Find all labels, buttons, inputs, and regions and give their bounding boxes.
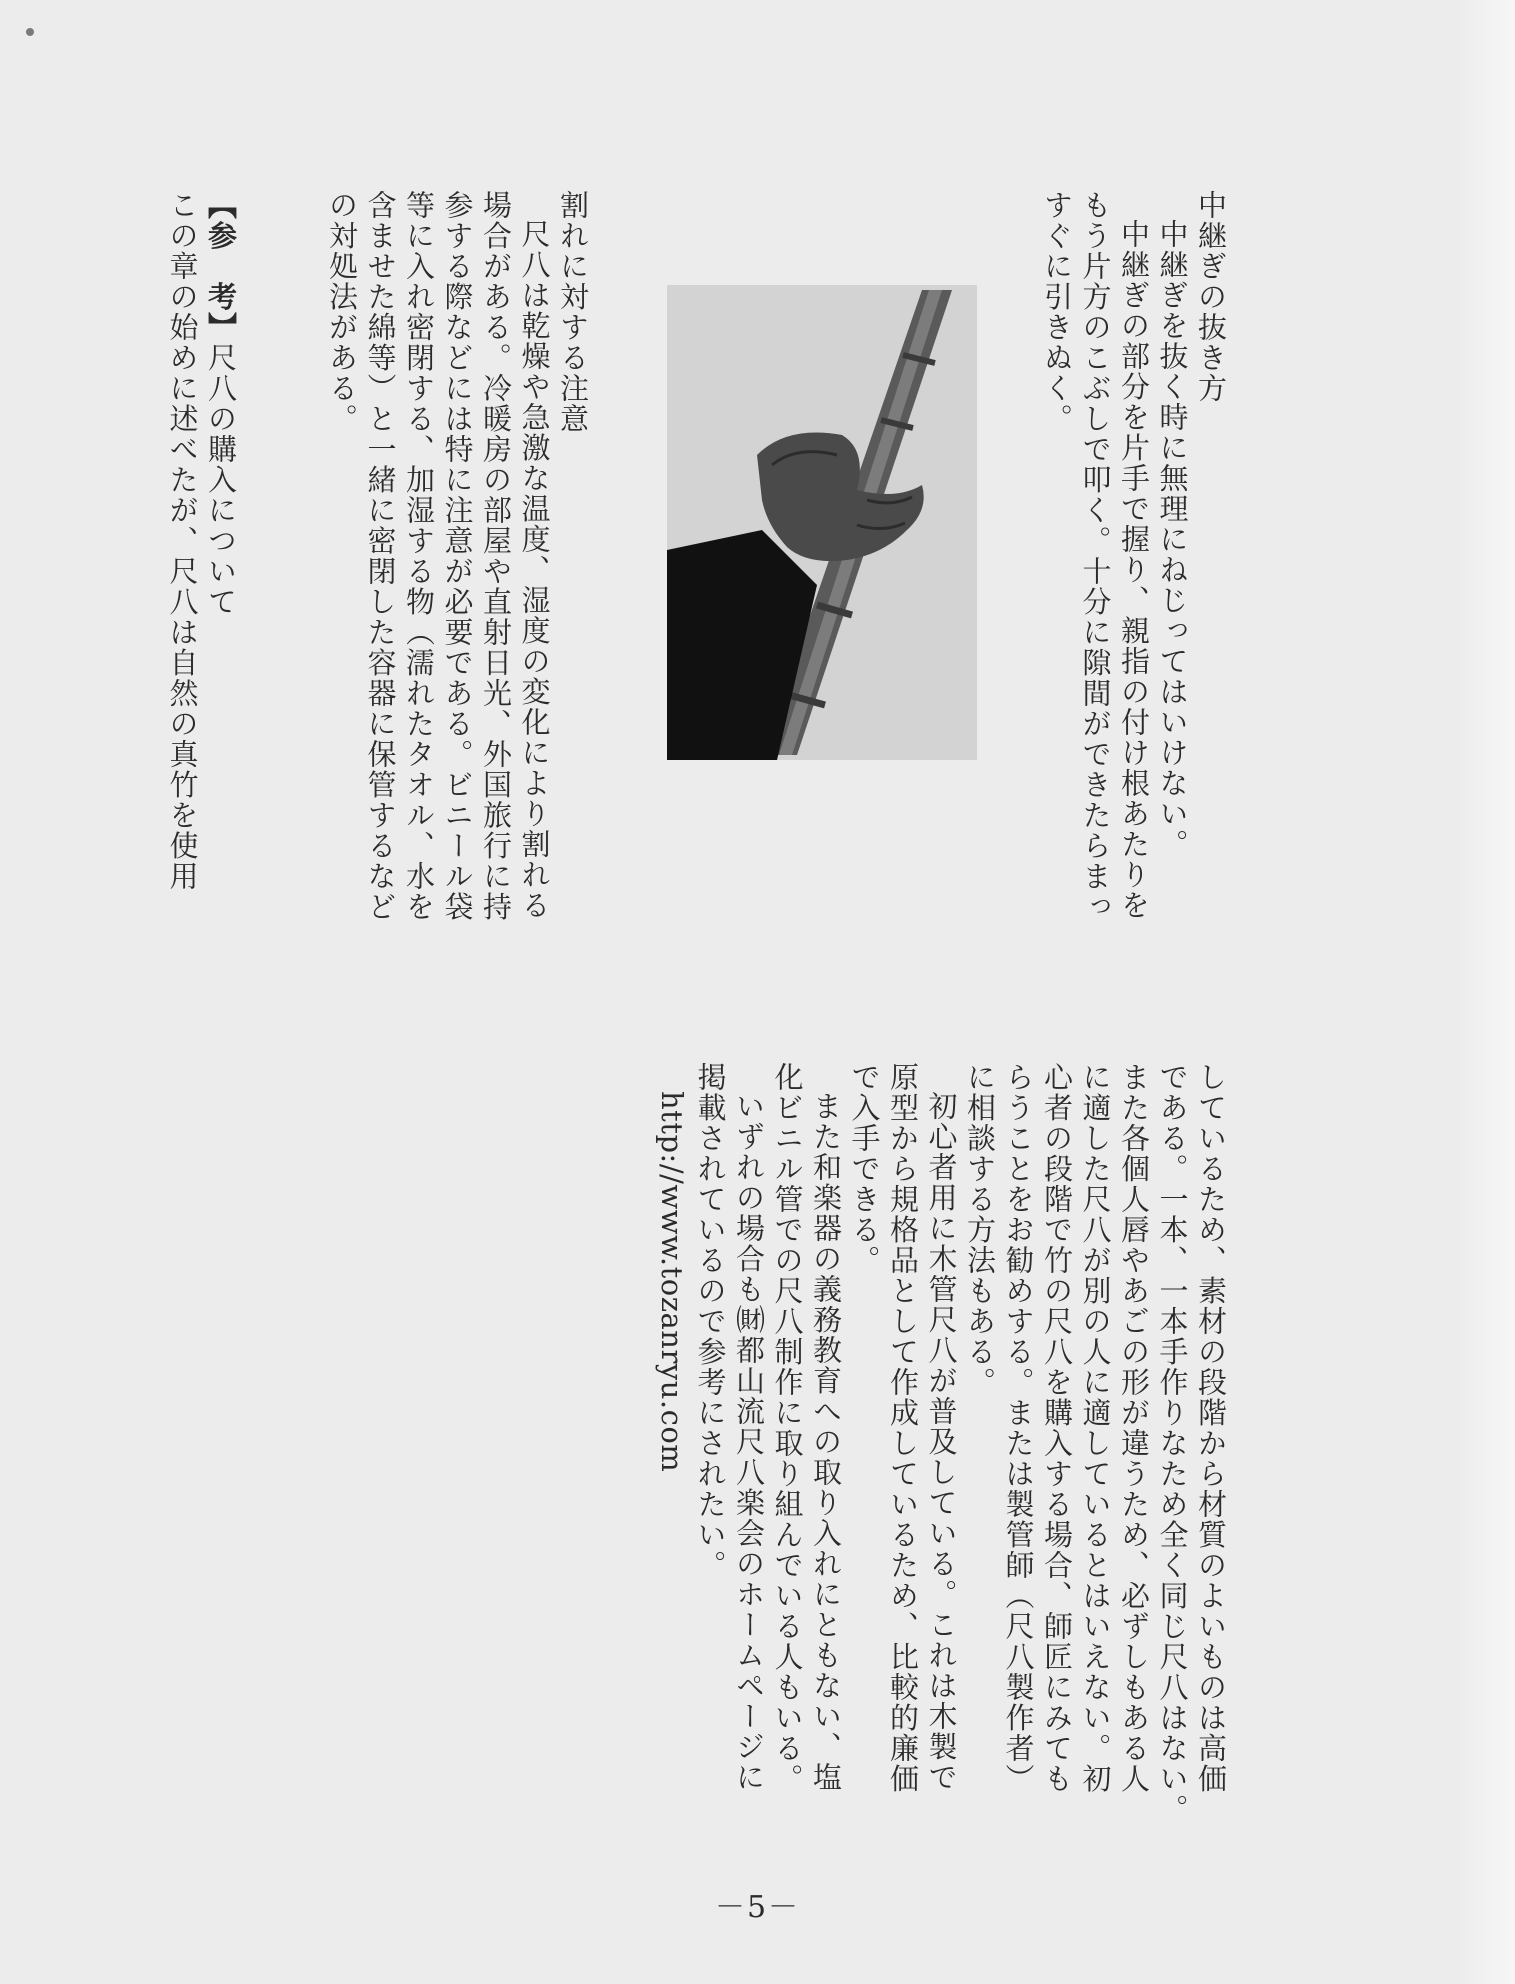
section-heading: 中継ぎの抜き方 bbox=[1194, 190, 1228, 404]
body-line: 含ませた綿等）と一緒に密閉した容器に保管するなど bbox=[363, 190, 398, 922]
body-line: 原型から規格品として作成しているため、比較的廉価 bbox=[886, 1062, 920, 1794]
body-line: 尺八は乾燥や急激な温度、湿度の変化により割れる bbox=[517, 219, 552, 921]
body-line: 掲載されているので参考にされたい。 bbox=[693, 1062, 728, 1581]
body-line: 初心者用に木管尺八が普及している。これは木製で bbox=[924, 1091, 959, 1793]
photo-illustration bbox=[667, 285, 977, 760]
body-line: で入手できる。 bbox=[847, 1062, 882, 1276]
section-continued bbox=[480, 1062, 1230, 1825]
punch-mark bbox=[26, 28, 34, 36]
body-line: この章の始めに述べたが、尺八は自然の真竹を使用 bbox=[165, 190, 200, 892]
body-line: 中継ぎの部分を片手で握り、親指の付け根あたりを bbox=[1117, 219, 1151, 921]
reference-title: 尺八の購入について bbox=[204, 342, 238, 617]
body-line: に適した尺八が別の人に適しているとはいえない。初 bbox=[1078, 1062, 1113, 1794]
section-ware bbox=[292, 190, 592, 970]
body-line: 中継ぎを抜く時に無理にねじってはいけない。 bbox=[1155, 219, 1190, 860]
body-line: 化ビニル管での尺八制作に取り組んでいる人もいる。 bbox=[770, 1062, 805, 1794]
body-line: すぐに引きぬく。 bbox=[1040, 190, 1074, 434]
body-line: 心者の段階で竹の尺八を購入する場合、師匠にみても bbox=[1040, 1062, 1074, 1794]
reference-heading-line bbox=[202, 190, 241, 970]
section-sanko bbox=[140, 190, 240, 970]
body-line: 等に入れ密閉する、加湿する物（濡れたタオル、水を bbox=[402, 190, 436, 922]
body-line: の対処法がある。 bbox=[325, 190, 359, 434]
body-line: に相談する方法もある。 bbox=[963, 1062, 997, 1398]
reference-label: 【参 考】 bbox=[204, 190, 238, 343]
section-heading: 割れに対する注意 bbox=[556, 190, 590, 434]
body-line: もう片方のこぶしで叩く。十分に隙間ができたらまっ bbox=[1078, 190, 1113, 922]
body-line: らうことをお勧めする。または製管師（尺八製作者） bbox=[1001, 1062, 1036, 1794]
page-edge-shading bbox=[1455, 0, 1515, 1984]
body-line: しているため、素材の段階から材質のよいものは高価 bbox=[1194, 1062, 1228, 1794]
hand-holding-shakuhachi-photo bbox=[667, 285, 977, 760]
body-line: 場合がある。冷暖房の部屋や直射日光、外国旅行に持 bbox=[479, 190, 513, 922]
body-line: である。一本、一本手作りなため全く同じ尺八はない。 bbox=[1155, 1062, 1190, 1825]
body-line: また和楽器の義務教育への取り入れにともない、塩 bbox=[809, 1091, 843, 1793]
page-number: －5－ bbox=[714, 1890, 801, 1925]
section-nakatsugi bbox=[960, 190, 1230, 922]
website-url: http://www.tozanryu.com bbox=[655, 1091, 689, 1473]
body-line: また各個人唇やあごの形が違うため、必ずしもある人 bbox=[1117, 1062, 1151, 1794]
body-line: 参する際などには特に注意が必要である。ビニール袋 bbox=[440, 190, 475, 922]
body-line: いずれの場合も㈶都山流尺八楽会のホームページに bbox=[732, 1091, 766, 1793]
